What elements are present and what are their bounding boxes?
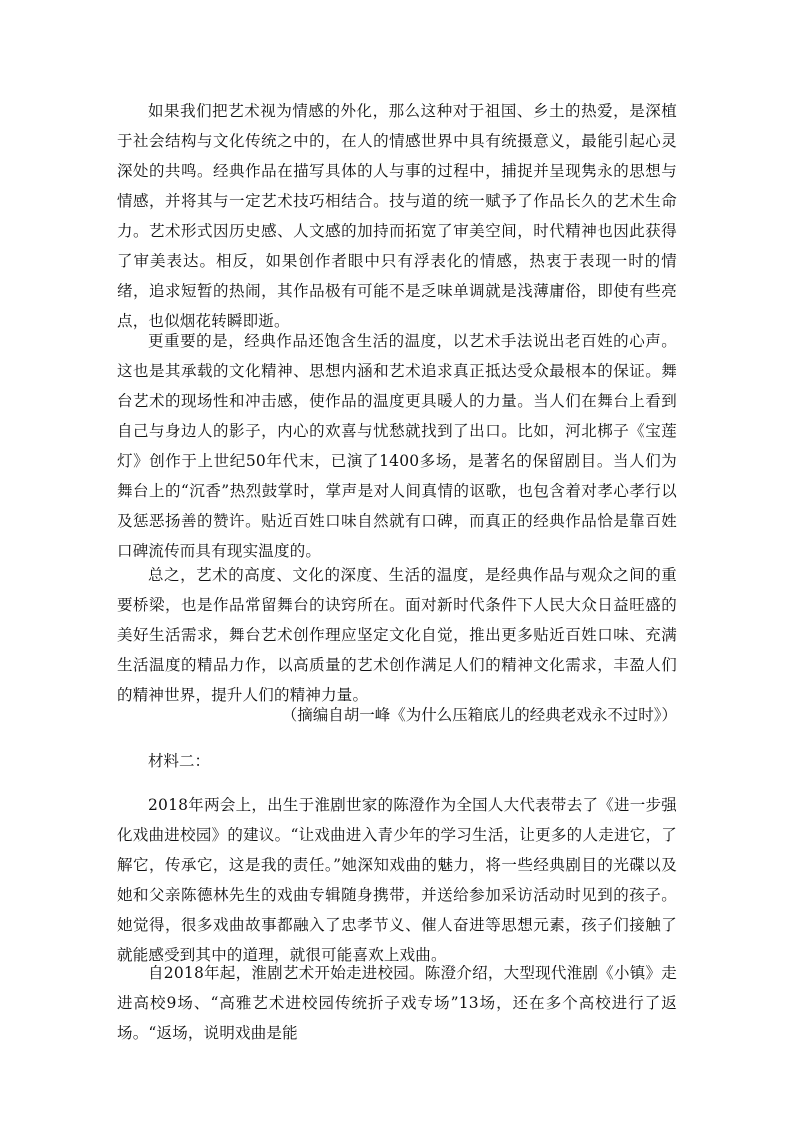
source-citation: （摘编自胡一峰《为什么压箱底儿的经典老戏永不过时》） [281,706,677,724]
material-two-label: 材料二： [148,752,211,770]
paragraph-text: 2018年两会上，出生于淮剧世家的陈澄作为全国人大代表带去了《进一步强化戏曲进校园》的建议。“让戏曲进入青少年的学习生活，让更多的人走进它，了解它，传承它，这是我的责任。”她深知戏曲的魅力，将一些经典剧目的光碟以及她和父亲陈德林先生的戏曲专辑随身携带，并送给参加采访活动时见到的孩子。她觉得，很多戏曲故事都融入了忠孝节义、催人奋进等思想元素，孩子们接触了就能感受到其中的道理，就很可能喜欢上戏曲。 [117,796,677,964]
material-two-paragraph-1 [117,790,677,970]
paragraph-text: 自2018年起，淮剧艺术开始走进校园。陈澄介绍，大型现代淮剧《小镇》走进高校9场、“高雅艺术进校园传统折子戏专场”13场，还在多个高校进行了返场。“返场，说明戏曲是能 [117,964,677,1042]
article-paragraph-3 [117,560,677,710]
article-paragraph-2 [117,326,677,566]
paragraph-text: 总之，艺术的高度、文化的深度、生活的温度，是经典作品与观众之间的重要桥梁，也是作品常留舞台的诀窍所在。面对新时代条件下人民大众日益旺盛的美好生活需求，舞台艺术创作理应坚定文化自觉，推出更多贴近百姓口味、充满生活温度的精品力作，以高质量的艺术创作满足人们的精神文化需求，丰盈人们的精神世界，提升人们的精神力量。 [117,566,677,704]
paragraph-text: 如果我们把艺术视为情感的外化，那么这种对于祖国、乡土的热爱，是深植于社会结构与文化传统之中的，在人的情感世界中具有统摄意义，最能引起心灵深处的共鸣。经典作品在描写具体的人与事的过程中，捕捉并呈现隽永的思想与情感，并将其与一定艺术技巧相结合。技与道的统一赋予了作品长久的艺术生命力。艺术形式因历史感、人文感的加持而拓宽了审美空间，时代精神也因此获得了审美表达。相反，如果创作者眼中只有浮表化的情感，热衷于表现一时的情绪，追求短暂的热闹，其作品极有可能不是乏味单调就是浅薄庸俗，即使有些亮点，也似烟花转瞬即逝。 [117,102,677,330]
material-two-paragraph-2 [117,958,677,1048]
article-paragraph-1 [117,96,677,336]
paragraph-text: 更重要的是，经典作品还饱含生活的温度，以艺术手法说出老百姓的心声。这也是其承载的文化精神、思想内涵和艺术追求真正抵达受众最根本的保证。舞台艺术的现场性和冲击感，使作品的温度更具暖人的力量。当人们在舞台上看到自己与身边人的影子，内心的欢喜与忧愁就找到了出口。比如，河北梆子《宝莲灯》创作于上世纪50年代末，已演了1400多场，是著名的保留剧目。当人们为舞台上的“沉香”热烈鼓掌时，掌声是对人间真情的讴歌，也包含着对孝心孝行以及惩恶扬善的赞许。贴近百姓口味自然就有口碑，而真正的经典作品恰是靠百姓口碑流传而具有现实温度的。 [117,332,677,560]
